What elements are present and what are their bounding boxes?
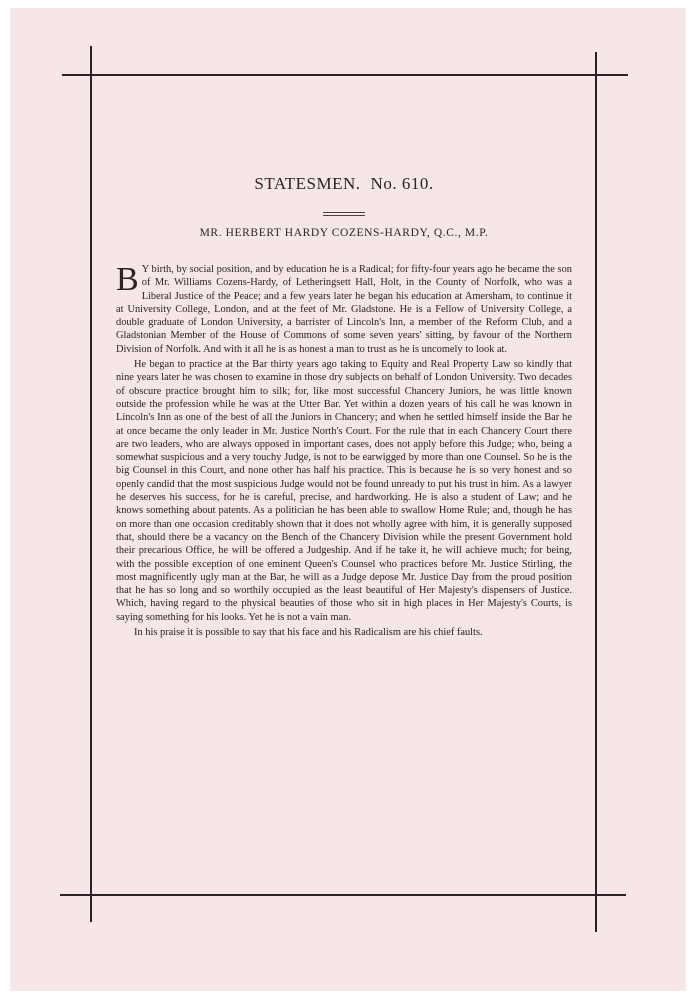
article — [116, 150, 572, 641]
series-title: STATESMEN. — [254, 174, 361, 193]
paragraph-3: In his praise it is possible to say that his face and his Radicalism are his chief faults. — [134, 627, 483, 639]
page-title — [116, 174, 572, 194]
series-number: No. 610. — [370, 174, 434, 193]
border-rule-bottom — [60, 894, 626, 896]
drop-cap: B — [116, 261, 139, 298]
border-rule-right — [595, 52, 597, 932]
paragraph-2: He began to practice at the Bar thirty years ago taking to Equity and Real Property Law so kindly that nine years later he was chosen to examine in those dry subjects on behalf of London University. Two decades of obscure practice brought him to silk; for, like most successful Chancery Juniors, he was little known outside the profession while he was at the Utter Bar. Yet within a dozen years of his call he was known in Lincoln's Inn as one of the best of all the Juniors in Chancery; and when he settled himself inside the Bar he at once became the only leader in Mr. Justice North's Court. For the rule that in each Chancery Court there are two leaders, who are always opposed in important cases, does not apply before this Judge; who, being a somewhat suspicious and a very touchy Judge, is not to be earwigged by more than one Counsel. So he is the big Counsel in this Court, and none other has half his practice. This is because he is so very honest and so openly candid that the most suspicious Judge would not be found unready to put his trust in him. As a lawyer he deserves his success, for he is careful, precise, and hardworking. He is also a student of Law; and he knows something about patents. As a politician he has been able to swallow Home Rule; and, though he has on more than one occasion creditably shown that it does not wholly agree with him, it is generally supposed that, should there be a vacancy on the Bench of the Chancery Division while the present Government hold their precarious Office, he will be offered a Judgeship. And if he take it, he will achieve much; for being, with the possible exception of one eminent Queen's Counsel who practices before Mr. Justice Stirling, the most magnificently ugly man at the Bar, he will as a Judge depose Mr. Justice Day from the proud position that he has so long and so worthily occupied as the least beautiful of Her Majesty's dispensers of Justice. Which, having regard to the physical beauties of those who sit in high places in Her Majesty's Courts, is saying something for his looks. Yet he is not a vain man. — [116, 359, 572, 623]
border-rule-left — [90, 46, 92, 922]
title-divider — [323, 212, 365, 216]
subject-name: MR. HERBERT HARDY COZENS-HARDY, Q.C., M.P. — [199, 227, 489, 239]
paragraph-1-text: Y birth, by social position, and by education he is a Radical; for fifty-four years ago he became the son of Mr. Williams Cozens-Hardy, of Letheringsett Hall, Holt, in the County of Norfolk, who was a Liberal Justice of the Peace; and a few years later he began his education at Amersham, to continue it at University College, London, and at the feet of Mr. Gladstone. He is a Fellow of University College, a double graduate of London University, a barrister of Lincoln's Inn, a member of the Reform Club, and a Gladstonian Member of the House of Commons of some seven years' sitting, by favour of the Northern Division of Norfolk. And with it all he is as honest a man to trust as he is uncomely to look at. — [116, 264, 572, 355]
border-rule-top — [62, 74, 628, 76]
article-body — [116, 263, 572, 639]
paragraph-1 — [116, 263, 572, 356]
